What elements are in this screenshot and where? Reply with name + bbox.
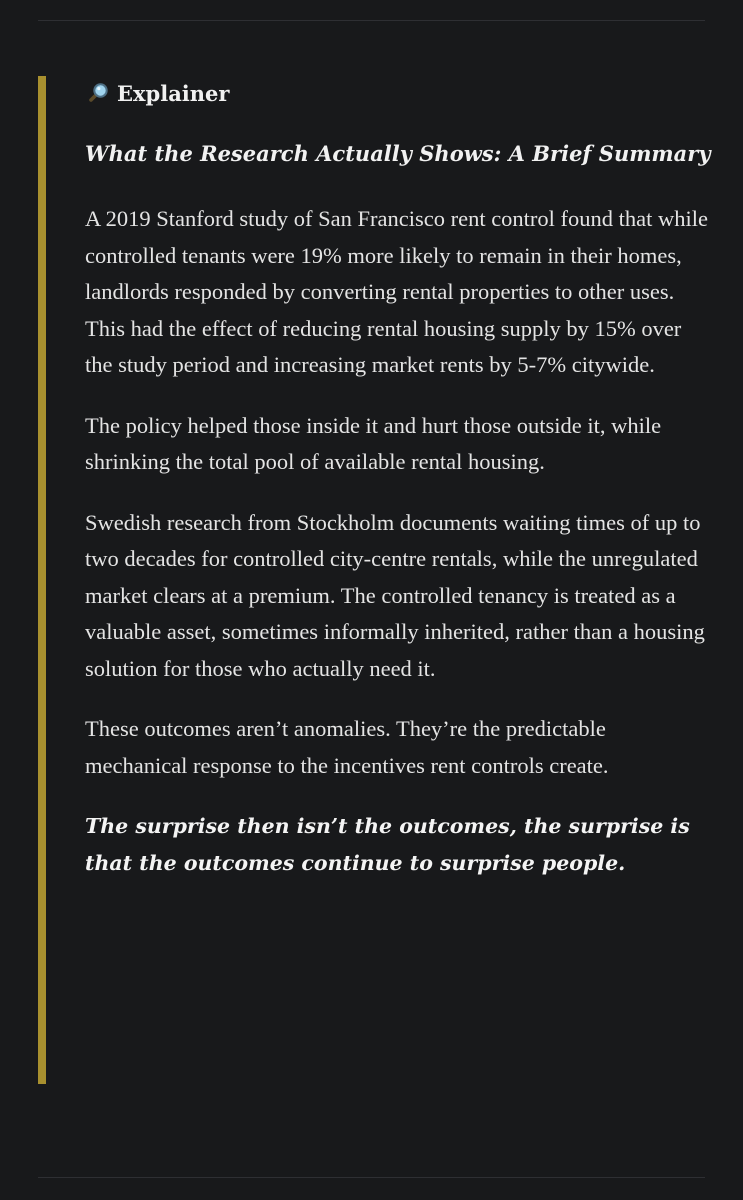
explainer-label	[85, 76, 710, 110]
accent-bar	[38, 76, 46, 1084]
explainer-subtitle: What the Research Actually Shows: A Brief Summary	[85, 141, 711, 166]
paragraph-policy-effect: The policy helped those inside it and hurt those outside it, while shrinking the total pool of available rental housing.	[85, 412, 662, 474]
explainer-content	[85, 76, 710, 882]
explainer-box	[38, 76, 710, 1084]
paragraph-outcomes: These outcomes aren’t anomalies. They’re the predictable mechanical response to the incentives rent controls create.	[85, 716, 609, 778]
conclusion-text: The surprise then isn’t the outcomes, the surprise is that the outcomes continue to surprise people.	[85, 814, 690, 875]
paragraph-stockholm-research: Swedish research from Stockholm documents waiting times of up to two decades for controlled city-centre rentals, while the unregulated market clears at a premium. The controlled tenancy is treated as a valuable asset, sometimes informally inherited, rather than a housing solution for those who actually need it.	[85, 509, 705, 681]
bottom-divider	[38, 1177, 705, 1178]
paragraph-stanford-study: A 2019 Stanford study of San Francisco rent control found that while controlled tenants were 19% more likely to remain in their homes, landlords responded by converting rental properties to other uses. This had the effect of reducing rental housing supply by 15% over the study period and increasing market rents by 5-7% citywide.	[85, 206, 709, 377]
magnifying-glass-icon	[85, 80, 111, 106]
explainer-label-text: Explainer	[117, 80, 230, 106]
top-divider	[38, 20, 705, 21]
